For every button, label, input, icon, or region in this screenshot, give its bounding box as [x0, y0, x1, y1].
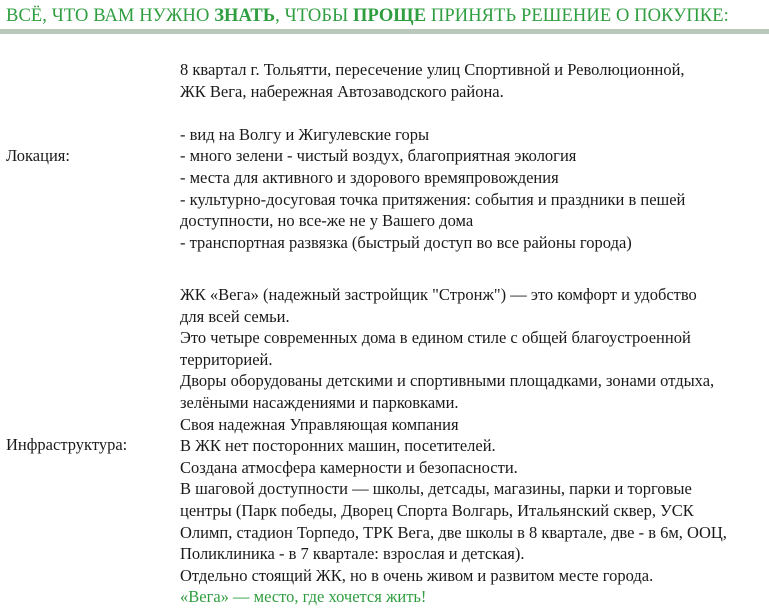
- location-bullet: - вид на Волгу и Жигулевские горы: [180, 124, 430, 144]
- infrastructure-line: Своя надежная Управляющая компания: [180, 414, 459, 434]
- location-bullet: - много зелени - чистый воздух, благоприятная экология: [180, 146, 577, 166]
- location-bullet: доступности, но все-же не у Вашего дома: [180, 211, 474, 231]
- infrastructure-line: В ЖК нет посторонних машин, посетителей.: [180, 436, 496, 456]
- infrastructure-line: территорией.: [180, 349, 273, 369]
- infrastructure-line: для всей семьи.: [180, 306, 290, 326]
- slogan: «Вега» — место, где хочется жить!: [180, 587, 427, 607]
- infrastructure-line: Поликлиника - в 7 квартале: взрослая и детская).: [180, 544, 525, 564]
- infrastructure-line: В шаговой доступности — школы, детсады, магазины, парки и торговые: [180, 479, 692, 499]
- infrastructure-line: Дворы оборудованы детскими и спортивными площадками, зонами отдыха,: [180, 371, 715, 391]
- location-bullet: - транспортная развязка (быстрый доступ во все районы города): [180, 232, 632, 252]
- infrastructure-line: зелёными насаждениями и парковками.: [180, 392, 459, 412]
- location-content: [180, 59, 765, 253]
- infrastructure-label: Инфраструктура:: [6, 435, 128, 454]
- infrastructure-line: Олимп, стадион Торпедо, ТРК Вега, две школы в 8 квартале, две - в 6м, ООЦ,: [180, 522, 727, 542]
- heading-bold-know: ЗНАТЬ: [214, 6, 276, 26]
- heading-part-2: , ЧТОБЫ: [275, 6, 354, 26]
- heading-part-1: ВСЁ, ЧТО ВАМ НУЖНО: [6, 6, 215, 26]
- location-bullet: - культурно-досуговая точка притяжения: события и праздники в пешей: [180, 189, 686, 209]
- infrastructure-content: [180, 284, 765, 608]
- location-label: Локация:: [6, 146, 70, 165]
- infrastructure-line: ЖК «Вега» (надежный застройщик "Стронж") — это комфорт и удобство: [180, 285, 697, 304]
- heading-bold-easier: ПРОЩЕ: [353, 6, 427, 26]
- address-line: ЖК Вега, набережная Автозаводского района.: [180, 81, 504, 101]
- page-heading: [0, 0, 769, 34]
- infrastructure-line: Создана атмосфера камерности и безопасности.: [180, 457, 518, 477]
- infrastructure-line: Отдельно стоящий ЖК, но в очень живом и развитом месте города.: [180, 565, 654, 585]
- infrastructure-line: центры (Парк победы, Дворец Спорта Волгарь, Итальянский сквер, УСК: [180, 500, 694, 520]
- infrastructure-line: Это четыре современных дома в едином стиле с общей благоустроенной: [180, 328, 691, 348]
- heading-part-3: ПРИНЯТЬ РЕШЕНИЕ О ПОКУПКЕ:: [426, 6, 729, 26]
- location-bullet: - места для активного и здорового времяпровождения: [180, 167, 559, 187]
- address-line: 8 квартал г. Тольятти, пересечение улиц Спортивной и Революционной,: [180, 60, 685, 79]
